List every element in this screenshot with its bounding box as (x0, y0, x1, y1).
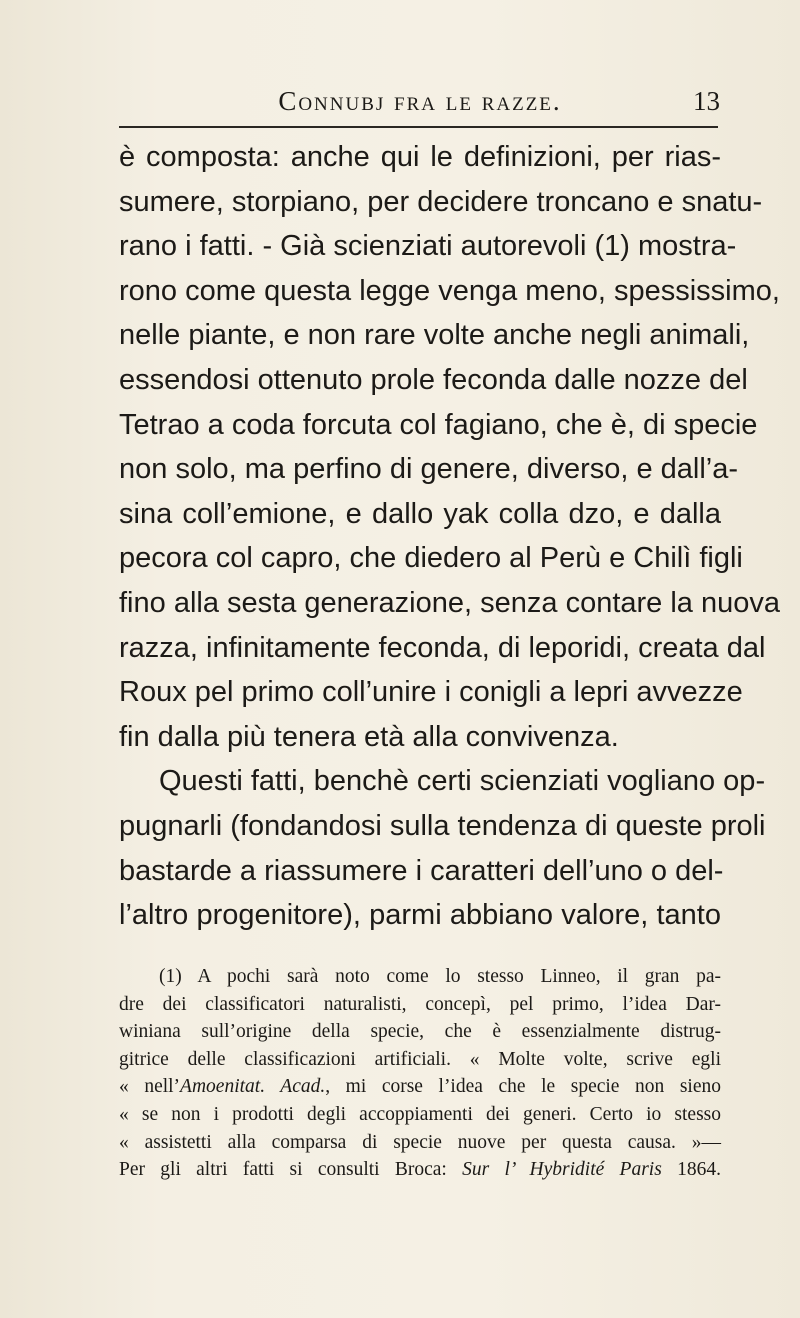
text-line: pecora col capro, che diedero al Perù e Chilì figli (119, 542, 743, 575)
page-number: 13 (693, 86, 720, 116)
cited-work: Amoenitat. Acad. (180, 1076, 326, 1098)
text-line: rono come questa legge venga meno, spessissimo, (119, 274, 780, 307)
text-line: fin dalla più tenera età alla convivenza. (119, 720, 619, 753)
text-line: non solo, ma perfino di genere, diverso, e dall’a- (119, 453, 739, 486)
running-title: Connubj fra le razze. (278, 86, 562, 116)
footnote-line: « se non i prodotti degli accoppiamenti dei generi. Certo io stesso (119, 1103, 721, 1125)
cited-work: Sur l’ Hybridité Paris (462, 1159, 662, 1181)
text-line: fino alla sesta generazione, senza contare la nuova (119, 586, 780, 619)
page-header (120, 86, 720, 120)
footnote-line: « assistetti alla comparsa di specie nuove per questa causa. »— (119, 1131, 721, 1153)
text-line: bastarde a riassumere i caratteri dell’uno o del- (119, 854, 724, 887)
text-line: pugnarli (fondandosi sulla tendenza di queste proli (119, 809, 766, 842)
text-line: nelle piante, e non rare volte anche negli animali, (119, 319, 750, 352)
text-line: Roux pel primo coll’unire i conigli a lepri avvezze (119, 676, 743, 709)
text-line: essendosi ottenuto prole feconda dalle nozze del (119, 363, 748, 396)
text-line: rano i fatti. - Già scienziati autorevoli (1) mostra- (119, 230, 737, 263)
footnote-text: , mi corse l’idea che le specie non sieno (325, 1076, 721, 1098)
footnote-line (119, 1156, 721, 1184)
text-line: razza, infinitamente feconda, di leporidi, creata dal (119, 631, 766, 664)
footnote (119, 963, 721, 1184)
text-line: sina coll’emione, e dallo yak colla dzo, e dalla (119, 497, 721, 530)
text-line: l’altro progenitore), parmi abbiano valore, tanto (119, 899, 721, 932)
footnote-line (119, 1073, 721, 1101)
text-line: Questi fatti, benchè certi scienziati vogliano op- (159, 765, 766, 798)
footnote-text: « nell’ (119, 1076, 181, 1098)
body-text (119, 135, 780, 938)
footnote-line: (1) A pochi sarà noto come lo stesso Linneo, il gran pa- (159, 966, 721, 987)
footnote-text: 1864. (661, 1159, 721, 1181)
footnote-line: gitrice delle classificazioni artificiali. « Molte volte, scrive egli (119, 1048, 721, 1070)
text-line: è composta: anche qui le definizioni, per rias- (119, 141, 721, 173)
footnote-text: Per gli altri fatti si consulti Broca: (119, 1159, 463, 1181)
text-line: sumere, storpiano, per decidere troncano e snatu- (119, 185, 763, 218)
footnote-line: winiana sull’origine della specie, che è essenzialmente distrug- (119, 1021, 721, 1043)
header-rule (119, 126, 718, 128)
footnote-line: dre dei classificatori naturalisti, concepì, pel primo, l’idea Dar- (119, 993, 721, 1015)
text-line: Tetrao a coda forcuta col fagiano, che è, di specie (119, 408, 758, 441)
